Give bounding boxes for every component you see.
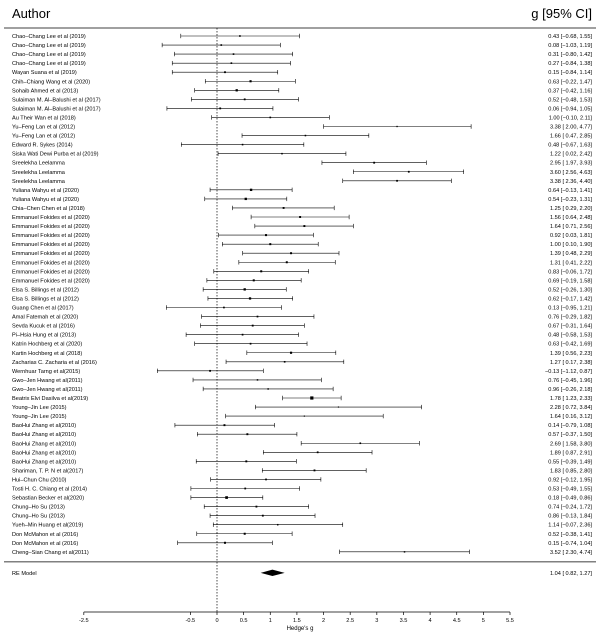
study-point bbox=[338, 406, 339, 407]
study-point bbox=[252, 325, 254, 327]
study-point bbox=[290, 252, 292, 254]
study-label: Sevda Kucuk et al (2016) bbox=[12, 323, 75, 330]
study-label: Sohaib Ahmed et al (2013) bbox=[12, 88, 79, 95]
study-label: Yueh–Min Huang et al(2019) bbox=[12, 522, 84, 529]
study-ci-text: 1.66 [ 0.47, 2.85] bbox=[550, 133, 592, 140]
study-ci-text: 0.53 [−0.49, 1.55] bbox=[548, 486, 592, 493]
x-tick-label: 4.5 bbox=[452, 618, 461, 624]
study-label: Edward R. Sykes (2014) bbox=[12, 142, 73, 149]
study-point bbox=[250, 343, 252, 345]
study-ci-text: 3.60 [ 2.56, 4.63] bbox=[550, 169, 592, 176]
study-label: Sulaiman M. Al–Balushi et al (2017) bbox=[12, 97, 101, 104]
study-ci-text: 1.25 [ 0.29, 2.20] bbox=[550, 205, 592, 212]
study-ci-text: 0.18 [−0.49, 0.86] bbox=[548, 495, 592, 502]
study-point bbox=[310, 396, 313, 399]
study-label: BaoHui Zhang et al(2010) bbox=[12, 423, 77, 430]
study-ci-text: 0.69 [−0.19, 1.58] bbox=[548, 278, 592, 285]
study-point bbox=[244, 488, 246, 490]
study-point bbox=[225, 496, 228, 499]
study-ci-text: 0.83 [−0.06, 1.72] bbox=[548, 269, 592, 276]
study-label: Emmanuel Fokides et al (2020) bbox=[12, 251, 90, 258]
study-point bbox=[257, 379, 258, 380]
study-label: Sebastian Becker et al(2020) bbox=[12, 495, 85, 502]
study-ci-text: 1.78 [ 1.23, 2.33] bbox=[550, 396, 592, 402]
study-point bbox=[269, 117, 271, 119]
study-ci-text: 0.64 [−0.13, 1.41] bbox=[548, 187, 592, 194]
study-label: Sulaiman M. Al–Balushi et al (2017) bbox=[12, 106, 101, 113]
study-point bbox=[245, 198, 247, 200]
study-label: Yuliana Wahyu et al (2020) bbox=[12, 187, 79, 194]
study-ci-text: 0.54 [−0.23, 1.31] bbox=[548, 196, 592, 203]
study-point bbox=[305, 135, 307, 137]
study-point bbox=[404, 551, 405, 552]
study-label: Chung–Ho Su (2013) bbox=[12, 513, 65, 520]
study-point bbox=[396, 180, 398, 182]
study-point bbox=[373, 162, 375, 164]
study-label: Chao–Chang Lee et al (2019) bbox=[12, 34, 86, 40]
study-point bbox=[244, 98, 246, 100]
study-ci-text: 0.52 [−0.48, 1.53] bbox=[548, 97, 592, 104]
ci-column-header: g [95% CI] bbox=[531, 6, 592, 21]
study-ci-text: 0.63 [−0.22, 1.47] bbox=[548, 79, 592, 86]
study-label: Tosti H. C. Chiang et al (2014) bbox=[12, 486, 87, 493]
study-label: Cheng–Sian Chang et al(2011) bbox=[12, 549, 89, 556]
x-tick-label: 1.5 bbox=[293, 618, 301, 624]
author-column-header: Author bbox=[12, 6, 51, 21]
x-tick-label: 3.5 bbox=[399, 618, 408, 624]
study-label: Gwo–Jen Hwang et al(2011) bbox=[12, 377, 83, 384]
study-label: Chung–Ho Su (2013) bbox=[12, 504, 65, 511]
study-point bbox=[290, 352, 292, 354]
study-point bbox=[219, 107, 221, 109]
study-point bbox=[246, 433, 248, 435]
study-point bbox=[283, 207, 285, 209]
study-ci-text: 0.31 [−0.80, 1.42] bbox=[548, 52, 592, 59]
study-point bbox=[262, 515, 264, 517]
study-point bbox=[314, 469, 316, 471]
study-point bbox=[242, 144, 244, 146]
study-ci-text: 0.48 [−0.58, 1.53] bbox=[548, 332, 592, 339]
study-point bbox=[244, 533, 246, 535]
study-ci-text: 1.64 [ 0.16, 3.12] bbox=[550, 414, 592, 421]
study-point bbox=[265, 234, 267, 236]
study-ci-text: 0.13 [−0.95, 1.21] bbox=[548, 305, 592, 312]
study-point bbox=[209, 370, 211, 372]
study-ci-text: 0.67 [−0.31, 1.64] bbox=[548, 323, 592, 330]
study-ci-text: 0.08 [−1.03, 1.19] bbox=[548, 43, 592, 50]
study-point bbox=[256, 506, 258, 508]
study-point bbox=[220, 44, 222, 46]
study-point bbox=[286, 261, 288, 263]
x-tick-label: -0.5 bbox=[185, 618, 196, 624]
study-label: Siska Wati Dewi Purba et al (2019) bbox=[12, 151, 99, 158]
study-ci-text: 0.52 [−0.38, 1.41] bbox=[548, 531, 592, 538]
study-ci-text: 0.15 [−0.84, 1.14] bbox=[548, 70, 592, 77]
study-ci-text: 0.55 [−0.39, 1.49] bbox=[548, 459, 592, 466]
study-label: Emmanuel Fokides et al (2020) bbox=[12, 260, 90, 267]
study-label: Zacharias C. Zacharia et al (2016) bbox=[12, 359, 97, 366]
x-tick-label: 4 bbox=[428, 618, 432, 624]
study-ci-text: 0.96 [−0.26, 2.18] bbox=[548, 386, 592, 393]
study-ci-text: 1.64 [ 0.71, 2.56] bbox=[550, 224, 592, 231]
study-ci-text: 3.38 [ 2.36, 4.40] bbox=[550, 178, 592, 185]
study-ci-text: 2.95 [ 1.97, 3.93] bbox=[550, 160, 592, 167]
x-tick-label: 3 bbox=[375, 618, 379, 624]
study-point bbox=[408, 171, 410, 173]
study-label: Young–Jin Lee (2015) bbox=[12, 414, 67, 421]
study-ci-text: 1.89 [ 0.87, 2.91] bbox=[550, 450, 592, 457]
x-axis-label: Hedge's g bbox=[286, 626, 314, 632]
x-tick-label: 2.5 bbox=[346, 618, 355, 624]
study-point bbox=[223, 307, 225, 309]
study-label: Wernhuar Tarng et al(2015) bbox=[12, 368, 81, 375]
study-label: Beatrix Elvi Dasilva et al(2019) bbox=[12, 396, 89, 402]
study-label: Kartin Hochberg et al (2018) bbox=[12, 350, 83, 357]
study-ci-text: 1.83 [ 0.85, 2.80] bbox=[550, 468, 592, 475]
study-ci-text: 1.14 [−0.07, 2.36] bbox=[548, 522, 592, 529]
study-label: Chao–Chang Lee et al (2019) bbox=[12, 43, 86, 50]
study-point bbox=[304, 415, 305, 416]
study-label: Shariman, T. P. N et al(2017) bbox=[12, 468, 84, 475]
study-label: Emmanuel Fokides et al (2020) bbox=[12, 233, 90, 240]
study-label: Au Their Wan et al (2018) bbox=[12, 115, 76, 122]
study-point bbox=[359, 442, 361, 444]
study-point bbox=[250, 189, 252, 191]
study-ci-text: 1.39 [ 0.56, 2.23] bbox=[550, 350, 592, 357]
study-label: Emmanuel Fokides et al (2020) bbox=[12, 269, 90, 276]
study-point bbox=[284, 361, 286, 363]
study-point bbox=[303, 225, 305, 227]
study-point bbox=[223, 424, 225, 426]
study-ci-text: 2.28 [ 0.72, 3.84] bbox=[550, 405, 592, 412]
study-point bbox=[233, 53, 235, 55]
study-ci-text: 0.43 [−0.68, 1.55] bbox=[548, 34, 592, 40]
study-point bbox=[299, 216, 301, 218]
study-label: Elsa S. Billings et al (2012) bbox=[12, 296, 79, 303]
study-label: Yu–Feng Lan et al (2012) bbox=[12, 133, 76, 140]
study-label: Chao–Chang Lee et al (2019) bbox=[12, 61, 86, 68]
x-axis bbox=[79, 612, 514, 624]
x-tick-label: -2.5 bbox=[78, 618, 89, 624]
study-ci-text: 1.31 [ 0.41, 2.22] bbox=[550, 260, 592, 267]
study-label: Chao–Chang Lee et al (2019) bbox=[12, 52, 86, 59]
study-point bbox=[236, 89, 238, 91]
study-point bbox=[245, 460, 247, 462]
study-label: Don McMahon et al (2016) bbox=[12, 531, 79, 538]
study-ci-text: 1.22 [ 0.02, 2.42] bbox=[550, 151, 592, 158]
x-tick-label: 0 bbox=[215, 618, 219, 624]
study-label: Elsa S. Billings et al (2012) bbox=[12, 287, 79, 294]
study-label: Yuliana Wahyu et al (2020) bbox=[12, 196, 79, 203]
study-point bbox=[267, 388, 268, 389]
study-label: BaoHui Zhang et al(2010) bbox=[12, 432, 77, 439]
study-ci-text: 0.52 [−0.26, 1.30] bbox=[548, 287, 592, 294]
study-ci-text: 1.00 [ 0.10, 1.90] bbox=[550, 242, 592, 249]
summary-ci-text: 1.04 [ 0.82, 1.27] bbox=[550, 570, 592, 577]
summary-label: RE Model bbox=[12, 570, 37, 577]
study-ci-text: 2.69 [ 1.58, 3.80] bbox=[550, 441, 592, 448]
study-point bbox=[260, 270, 262, 272]
study-point bbox=[396, 126, 397, 127]
study-point bbox=[224, 542, 226, 544]
study-point bbox=[257, 316, 259, 318]
study-ci-text: 0.62 [−0.17, 1.42] bbox=[548, 296, 592, 303]
study-label: Sreelekha Leelamma bbox=[12, 160, 65, 167]
study-ci-text: 0.86 [−0.13, 1.84] bbox=[548, 513, 592, 520]
study-ci-text: 0.74 [−0.24, 1.72] bbox=[548, 504, 592, 511]
study-label: Don McMahon et al (2016) bbox=[12, 540, 79, 547]
study-ci-text: 0.76 [−0.45, 1.96] bbox=[548, 377, 592, 384]
study-label: Emmanuel Fokides et al (2020) bbox=[12, 215, 90, 221]
study-point bbox=[249, 297, 251, 299]
x-tick-label: 5.5 bbox=[506, 618, 514, 624]
study-point bbox=[224, 71, 226, 73]
summary-diamond bbox=[261, 570, 285, 576]
study-rows bbox=[4, 28, 596, 612]
study-ci-text: −0.13 [−1.12, 0.87] bbox=[545, 368, 592, 375]
study-label: Katrin Hochberg et al (2020) bbox=[12, 341, 83, 348]
study-label: Pi–Hsia Hung et al (2013) bbox=[12, 332, 77, 339]
study-ci-text: 0.37 [−0.42, 1.16] bbox=[548, 88, 592, 95]
study-ci-text: 1.56 [ 0.64, 2.48] bbox=[550, 215, 592, 221]
study-ci-text: 0.92 [ 0.03, 1.81] bbox=[550, 233, 592, 240]
study-point bbox=[265, 479, 267, 481]
study-ci-text: 0.06 [−0.94, 1.05] bbox=[548, 106, 592, 113]
study-point bbox=[281, 153, 283, 155]
study-label: Hui–Chun Chu (2010) bbox=[12, 477, 67, 484]
study-label: Chih–Chiang Wang et al (2020) bbox=[12, 79, 91, 86]
study-label: Young–Jin Lee (2015) bbox=[12, 405, 67, 412]
study-point bbox=[231, 62, 233, 64]
study-label: BaoHui Zhang et al(2010) bbox=[12, 450, 77, 457]
study-ci-text: 0.14 [−0.79, 1.08] bbox=[548, 423, 592, 430]
study-label: Chia–Chen Chen et al (2018) bbox=[12, 205, 85, 212]
study-ci-text: 1.00 [−0.10, 2.11] bbox=[548, 115, 592, 122]
study-ci-text: 0.27 [−0.84, 1.38] bbox=[548, 61, 592, 68]
study-ci-text: 3.52 [ 2.30, 4.74] bbox=[550, 549, 592, 556]
study-label: Emmanuel Fokides et al (2020) bbox=[12, 278, 90, 285]
study-ci-text: 0.57 [−0.37, 1.50] bbox=[548, 432, 592, 439]
study-label: Amal Fatemah et al (2020) bbox=[12, 314, 79, 321]
study-point bbox=[277, 524, 278, 525]
x-tick-label: 1 bbox=[268, 618, 272, 624]
x-tick-label: 5 bbox=[481, 618, 485, 624]
study-label: Emmanuel Fokides et al (2020) bbox=[12, 242, 90, 249]
study-ci-text: 0.76 [−0.29, 1.82] bbox=[548, 314, 592, 321]
study-label: Sreelekha Leelamma bbox=[12, 169, 65, 176]
study-label: Guang Chen et al (2017) bbox=[12, 305, 74, 312]
study-point bbox=[317, 451, 319, 453]
study-label: Wayan Suana et al (2019) bbox=[12, 70, 77, 77]
study-label: BaoHui Zhang et al(2010) bbox=[12, 441, 77, 448]
study-label: Gwo–Jen Hwang et al(2011) bbox=[12, 386, 83, 393]
study-ci-text: 0.92 [−0.12, 1.95] bbox=[548, 477, 592, 484]
study-label: BaoHui Zhang et al(2010) bbox=[12, 459, 77, 466]
x-tick-label: 2 bbox=[321, 618, 326, 624]
study-ci-text: 0.48 [−0.67, 1.63] bbox=[548, 142, 592, 149]
study-label: Yu–Feng Lan et al (2012) bbox=[12, 124, 76, 131]
study-label: Emmanuel Fokides et al (2020) bbox=[12, 224, 90, 231]
study-ci-text: 0.63 [−0.42, 1.69] bbox=[548, 341, 592, 348]
study-point bbox=[242, 334, 244, 336]
study-ci-text: 1.27 [ 0.17, 2.38] bbox=[550, 359, 592, 366]
x-tick-label: 0.5 bbox=[239, 618, 248, 624]
study-label: Sreelekha Leelamma bbox=[12, 178, 65, 185]
study-point bbox=[244, 288, 246, 290]
study-point bbox=[269, 243, 271, 245]
study-point bbox=[249, 80, 251, 82]
study-point bbox=[239, 35, 241, 37]
study-ci-text: 3.38 [ 2.00, 4.77] bbox=[550, 124, 592, 131]
study-ci-text: 1.39 [ 0.48, 2.29] bbox=[550, 251, 592, 258]
study-point bbox=[253, 279, 255, 281]
study-ci-text: 0.15 [−0.74, 1.04] bbox=[548, 540, 592, 547]
